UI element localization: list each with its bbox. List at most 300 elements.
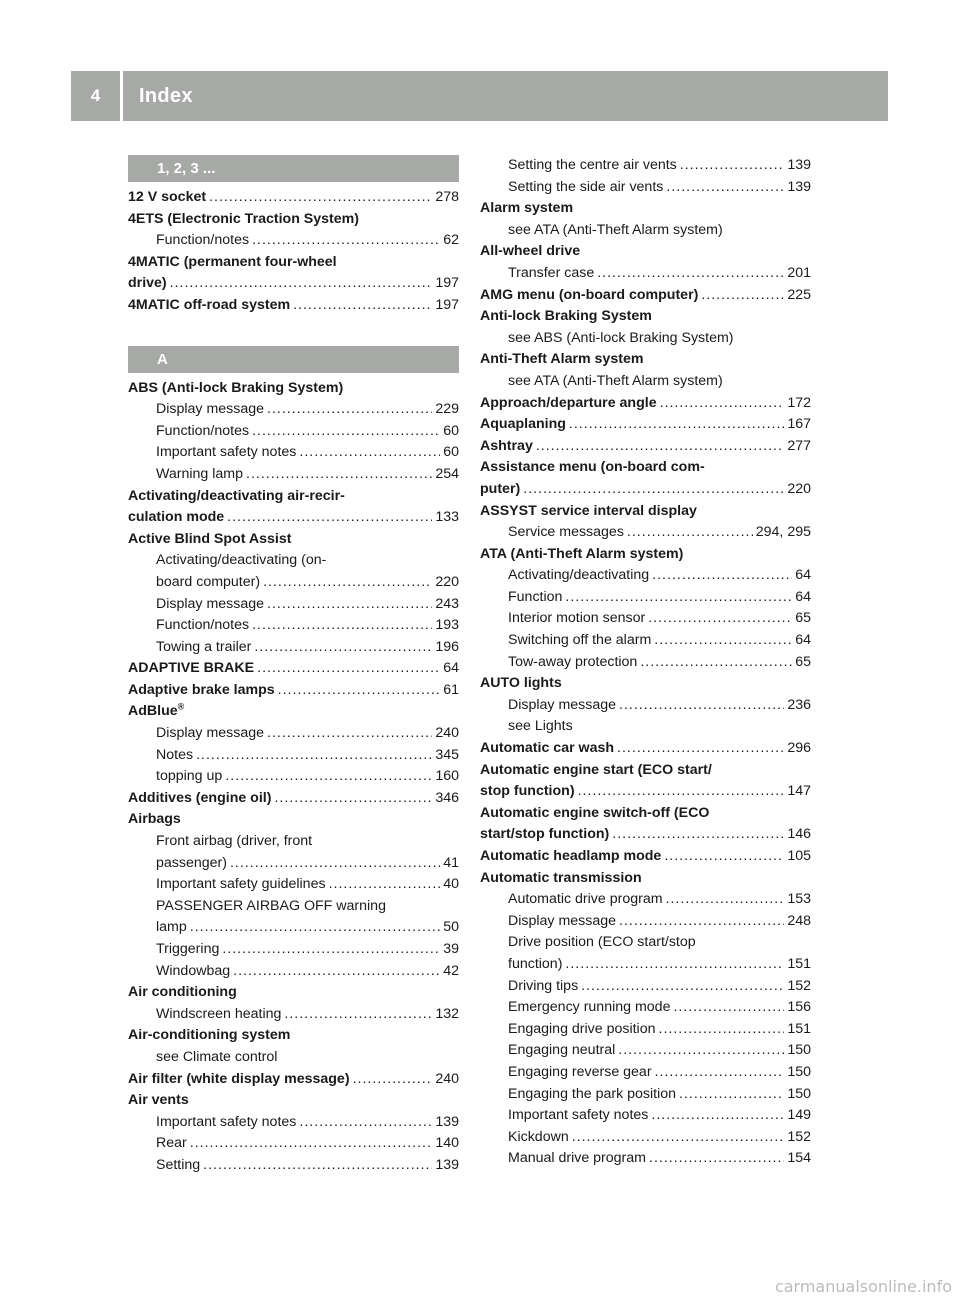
page-reference: 277 [787, 437, 811, 454]
entry-text: Windscreen heating [156, 1005, 282, 1022]
entry-text: ASSYST service interval display [480, 502, 697, 519]
dot-leader [252, 615, 432, 637]
entry-text: 4ETS (Electronic Traction System) [128, 210, 360, 227]
dot-leader [267, 723, 432, 745]
index-entry [480, 544, 811, 566]
page-reference: 243 [435, 595, 459, 612]
index-entry [128, 982, 459, 1004]
index-column-right [480, 155, 811, 1170]
page-reference: 151 [787, 1020, 811, 1037]
entry-text: Anti-lock Braking System [480, 308, 652, 325]
index-entry [480, 414, 811, 436]
dot-leader [652, 565, 792, 587]
entry-text: Engaging the park position [508, 1085, 677, 1102]
page-reference: 197 [435, 296, 459, 313]
index-entry [480, 457, 811, 479]
dot-leader [190, 917, 440, 939]
entry-text: Function/notes [156, 617, 250, 634]
index-subentry [128, 421, 459, 443]
entry-text: Transfer case [508, 264, 595, 281]
page-reference: 139 [787, 157, 811, 173]
index-subentry [480, 911, 811, 933]
entry-text: Interior motion sensor [508, 610, 646, 627]
dot-leader [701, 285, 784, 307]
index-subentry [128, 399, 459, 421]
entry-text: Engaging reverse gear [508, 1063, 652, 1080]
entry-text: Automatic drive program [508, 891, 663, 908]
entry-text: see ABS (Anti-lock Braking System) [508, 329, 734, 346]
dot-leader [627, 522, 753, 544]
entry-text: ATA (Anti-Theft Alarm system) [480, 545, 684, 562]
entry-text: Important safety guidelines [156, 876, 326, 893]
index-subentry [480, 220, 811, 242]
index-subentry [128, 961, 459, 983]
index-subentry [480, 522, 811, 544]
entry-text: PASSENGER AIRBAG OFF warning [156, 897, 386, 914]
index-column-left [128, 155, 459, 1177]
index-subentry [480, 587, 811, 609]
entry-text: Triggering [156, 941, 220, 957]
page-reference: 201 [787, 264, 811, 281]
entry-text: stop function) [480, 783, 575, 800]
entry-text: Engaging drive position [508, 1020, 656, 1037]
dot-leader [523, 479, 784, 501]
section-heading: 1, 2, 3 ... [128, 155, 459, 182]
page-reference: 294, 295 [755, 524, 811, 541]
index-subentry [128, 464, 459, 486]
index-entry [480, 349, 811, 371]
dot-leader [230, 853, 440, 875]
index-subentry [128, 1133, 459, 1155]
entry-text: see Climate control [156, 1048, 278, 1065]
dot-leader [246, 464, 432, 486]
entry-text: 12 V socket [128, 189, 207, 205]
page-reference: 139 [435, 1113, 459, 1130]
dot-leader [170, 273, 433, 295]
index-subentry [480, 997, 811, 1019]
index-subentry [128, 896, 459, 918]
index-entry [128, 680, 459, 702]
dot-leader [227, 507, 432, 529]
page-reference: 150 [787, 1085, 811, 1102]
entry-text: Kickdown [508, 1128, 569, 1145]
index-entry [128, 658, 459, 680]
index-subentry [480, 932, 811, 954]
index-entry [480, 803, 811, 825]
dot-leader [222, 939, 440, 961]
entry-text: puter) [480, 480, 521, 497]
entry-text: Important safety notes [156, 1113, 297, 1130]
dot-leader [578, 781, 785, 803]
index-subentry [128, 939, 459, 961]
page-reference: 41 [443, 854, 459, 871]
entry-text: All-wheel drive [480, 243, 581, 260]
entry-text: Display message [508, 912, 617, 929]
index-entry [480, 285, 811, 307]
entry-text: Warning lamp [156, 465, 243, 482]
index-entry [480, 306, 811, 328]
index-entry [480, 198, 811, 220]
page-reference: 61 [443, 681, 459, 698]
entry-text: Activating/deactivating (on- [156, 552, 327, 569]
entry-text: Aquaplaning [480, 416, 566, 433]
index-entry [480, 393, 811, 415]
dot-leader [572, 1127, 785, 1149]
page-reference: 105 [787, 848, 811, 864]
index-subentry [480, 976, 811, 998]
entry-text: Important safety notes [508, 1107, 649, 1124]
entry-text: Adaptive brake lamps [128, 681, 275, 698]
entry-text: Activating/deactivating [508, 567, 650, 584]
index-subentry [480, 565, 811, 587]
dot-leader [648, 608, 792, 630]
index-entry [128, 1069, 459, 1091]
entry-text: AMG menu (on-board computer) [480, 286, 699, 303]
page-reference: 64 [795, 632, 811, 649]
dot-leader [565, 954, 784, 976]
entry-text: culation mode [128, 509, 225, 526]
index-subentry [128, 831, 459, 853]
dot-leader [597, 263, 784, 285]
index-subentry [128, 230, 459, 252]
dot-leader [618, 1040, 784, 1062]
entry-text: ADAPTIVE BRAKE [128, 660, 255, 677]
page-reference: 193 [435, 617, 459, 634]
dot-leader [536, 436, 784, 458]
page-reference: 40 [443, 876, 459, 893]
entry-text: Setting the side air vents [508, 178, 664, 195]
index-subentry [128, 723, 459, 745]
index-subentry [480, 177, 811, 199]
dot-leader [203, 1155, 432, 1177]
page-title: Index [139, 84, 193, 107]
page-reference: 167 [787, 416, 811, 433]
index-entry [128, 252, 459, 274]
index-entry [480, 868, 811, 890]
entry-text: Automatic transmission [480, 869, 642, 886]
entry-text: Automatic engine switch-off (ECO [480, 804, 710, 821]
entry-text: Display message [156, 401, 265, 418]
entry-text: Airbags [128, 811, 181, 828]
entry-text: Display message [508, 696, 617, 713]
index-subentry [128, 594, 459, 616]
dot-leader [617, 738, 784, 760]
entry-text: Drive position (ECO start/stop [508, 934, 696, 951]
dot-leader [209, 187, 432, 209]
index-entry [128, 209, 459, 231]
entry-text: Assistance menu (on-board com- [480, 459, 705, 476]
index-entry [128, 486, 459, 508]
entry-text: Display message [156, 595, 265, 612]
index-subentry [128, 1047, 459, 1069]
index-subentry [480, 328, 811, 350]
entry-text: Setting [156, 1156, 201, 1173]
entry-text: Ashtray [480, 437, 533, 454]
index-subentry [128, 745, 459, 767]
entry-text: Front airbag (driver, front [156, 833, 313, 850]
index-subentry [128, 442, 459, 464]
entry-text: Service messages [508, 524, 624, 541]
dot-leader [252, 230, 440, 252]
dot-leader [651, 1105, 784, 1127]
entry-text: Air-conditioning system [128, 1027, 291, 1044]
dot-leader [664, 846, 784, 868]
page-reference: 236 [787, 696, 811, 713]
dot-leader [353, 1069, 433, 1091]
entry-text: Function/notes [156, 422, 250, 439]
entry-text: function) [508, 955, 563, 972]
entry-text: Active Blind Spot Assist [128, 530, 292, 547]
entry-text: Setting the centre air vents [508, 157, 677, 173]
page-reference: 62 [443, 232, 459, 249]
index-entry [480, 673, 811, 695]
page-reference: 150 [787, 1063, 811, 1080]
page-reference: 240 [435, 1070, 459, 1087]
index-subentry [128, 1112, 459, 1134]
dot-leader [267, 399, 432, 421]
dot-leader [254, 637, 432, 659]
dot-leader [655, 1062, 785, 1084]
dot-leader [329, 874, 441, 896]
index-entry [128, 507, 459, 529]
entry-text: Automatic headlamp mode [480, 848, 662, 864]
index-subentry [128, 853, 459, 875]
dot-leader [263, 572, 432, 594]
page-reference: 64 [795, 567, 811, 584]
index-subentry [480, 695, 811, 717]
entry-text: Air vents [128, 1092, 189, 1109]
index-entry [128, 529, 459, 551]
index-entry [128, 295, 459, 317]
page-reference: 140 [435, 1135, 459, 1152]
dot-leader [569, 414, 784, 436]
index-entry [128, 788, 459, 810]
page-reference: 152 [787, 1128, 811, 1145]
page-number: 4 [71, 71, 123, 121]
entry-text: see Lights [508, 718, 573, 735]
entry-text: Driving tips [508, 977, 579, 994]
index-entry [480, 760, 811, 782]
section-spacer [128, 317, 459, 346]
entry-text: Windowbag [156, 962, 231, 979]
entry-text: topping up [156, 768, 223, 785]
dot-leader [612, 824, 784, 846]
page-reference: 151 [787, 955, 811, 972]
entry-text: Function [508, 588, 563, 605]
index-subentry [480, 608, 811, 630]
page-reference: 345 [435, 746, 459, 763]
entry-text: Notes [156, 746, 194, 763]
entry-text: Manual drive program [508, 1150, 646, 1167]
index-entry [128, 378, 459, 400]
index-subentry [128, 874, 459, 896]
page-reference: 152 [787, 977, 811, 994]
page-reference: 240 [435, 725, 459, 742]
index-subentry [480, 1040, 811, 1062]
entry-text: Activating/deactivating air-recir- [128, 487, 345, 504]
dot-leader [278, 680, 441, 702]
entry-text: AdBlue® [128, 701, 185, 720]
index-subentry [480, 1105, 811, 1127]
section-heading: A [128, 346, 459, 373]
dot-leader [640, 652, 792, 674]
index-subentry [480, 1019, 811, 1041]
entry-text: Tow-away protection [508, 653, 638, 670]
page-reference: 154 [787, 1150, 811, 1167]
page-reference: 132 [435, 1005, 459, 1022]
dot-leader [680, 155, 785, 177]
entry-text: Additives (engine oil) [128, 789, 272, 806]
dot-leader [565, 587, 792, 609]
index-entry [128, 701, 459, 723]
dot-leader [196, 745, 432, 767]
page-reference: 139 [787, 178, 811, 195]
index-subentry [480, 155, 811, 177]
index-subentry [128, 550, 459, 572]
dot-leader [233, 961, 440, 983]
entry-text: passenger) [156, 854, 227, 871]
entry-text: start/stop function) [480, 826, 610, 843]
dot-leader [649, 1148, 784, 1170]
entry-text: Towing a trailer [156, 638, 252, 655]
page-reference: 133 [435, 509, 459, 526]
index-subentry [128, 572, 459, 594]
index-entry [480, 824, 811, 846]
index-subentry [480, 716, 811, 738]
page-reference: 346 [435, 789, 459, 806]
dot-leader [190, 1133, 433, 1155]
entry-text: Alarm system [480, 200, 574, 217]
dot-leader [660, 393, 785, 415]
page-reference: 220 [435, 573, 459, 590]
index-entry [480, 738, 811, 760]
index-entry [480, 479, 811, 501]
index-entry [128, 809, 459, 831]
registered-mark: ® [177, 701, 185, 712]
entry-text: Display message [156, 725, 265, 742]
index-entry [480, 781, 811, 803]
page-reference: 50 [443, 919, 459, 936]
index-subentry [480, 371, 811, 393]
page-reference: 197 [435, 275, 459, 292]
index-subentry [480, 1148, 811, 1170]
index-subentry [128, 766, 459, 788]
index-subentry [480, 652, 811, 674]
page-reference: 225 [787, 286, 811, 303]
index-subentry [480, 1084, 811, 1106]
page-reference: 254 [435, 465, 459, 482]
page-header [71, 71, 888, 121]
watermark: carmanualsonline.info [774, 1277, 952, 1296]
index-subentry [480, 1062, 811, 1084]
entry-text: Emergency running mode [508, 999, 671, 1016]
index-entry [128, 1025, 459, 1047]
entry-text: Engaging neutral [508, 1042, 616, 1059]
dot-leader [252, 421, 440, 443]
page-reference: 64 [443, 660, 459, 677]
page-reference: 139 [435, 1156, 459, 1173]
index-subentry [480, 630, 811, 652]
entry-text: Anti-Theft Alarm system [480, 351, 644, 368]
entry-text: drive) [128, 275, 167, 292]
entry-text: Function/notes [156, 232, 250, 249]
dot-leader [673, 997, 784, 1019]
page-reference: 229 [435, 401, 459, 418]
dot-leader [274, 788, 432, 810]
dot-leader [619, 911, 784, 933]
page-reference: 172 [787, 394, 811, 411]
entry-text: 4MATIC (permanent four-wheel [128, 253, 337, 270]
index-entry [128, 187, 459, 209]
dot-leader [299, 1112, 432, 1134]
entry-text: Air conditioning [128, 984, 237, 1001]
index-subentry [480, 889, 811, 911]
page-reference: 150 [787, 1042, 811, 1059]
entry-text: Approach/departure angle [480, 394, 657, 411]
dot-leader [619, 695, 784, 717]
dot-leader [225, 766, 432, 788]
index-entry [480, 846, 811, 868]
dot-leader [267, 594, 432, 616]
dot-leader [284, 1004, 432, 1026]
entry-text: Switching off the alarm [508, 632, 652, 649]
page-reference: 146 [787, 826, 811, 843]
entry-text: lamp [156, 919, 187, 936]
page-reference: 248 [787, 912, 811, 929]
index-entry [480, 501, 811, 523]
index-subentry [480, 263, 811, 285]
entry-text: board computer) [156, 573, 261, 590]
index-entry [128, 1090, 459, 1112]
page-reference: 42 [443, 962, 459, 979]
index-subentry [480, 954, 811, 976]
index-subentry [128, 637, 459, 659]
entry-text: 4MATIC off-road system [128, 296, 291, 313]
entry-text: Rear [156, 1135, 187, 1152]
index-subentry [480, 1127, 811, 1149]
page-reference: 196 [435, 638, 459, 655]
page-reference: 147 [787, 783, 811, 800]
entry-text: Automatic engine start (ECO start/ [480, 761, 712, 778]
entry-text: see ATA (Anti-Theft Alarm system) [508, 221, 723, 238]
page-reference: 296 [787, 740, 811, 757]
dot-leader [293, 295, 432, 317]
page-reference: 153 [787, 891, 811, 908]
dot-leader [581, 976, 784, 998]
page-reference: 149 [787, 1107, 811, 1124]
page-reference: 160 [435, 768, 459, 785]
dot-leader [257, 658, 440, 680]
entry-text: ABS (Anti-lock Braking System) [128, 379, 344, 396]
page-reference: 65 [795, 610, 811, 627]
dot-leader [666, 889, 785, 911]
page-reference: 156 [787, 999, 811, 1016]
page-reference: 39 [443, 941, 459, 957]
entry-text: Automatic car wash [480, 740, 615, 757]
dot-leader [654, 630, 792, 652]
entry-text: AUTO lights [480, 675, 562, 692]
page-reference: 278 [435, 189, 459, 205]
index-entry [480, 241, 811, 263]
page-reference: 220 [787, 480, 811, 497]
entry-text: see ATA (Anti-Theft Alarm system) [508, 372, 723, 389]
index-entry [128, 273, 459, 295]
index-subentry [128, 917, 459, 939]
dot-leader [679, 1084, 784, 1106]
page-reference: 60 [443, 444, 459, 461]
index-entry [480, 436, 811, 458]
index-subentry [128, 1004, 459, 1026]
